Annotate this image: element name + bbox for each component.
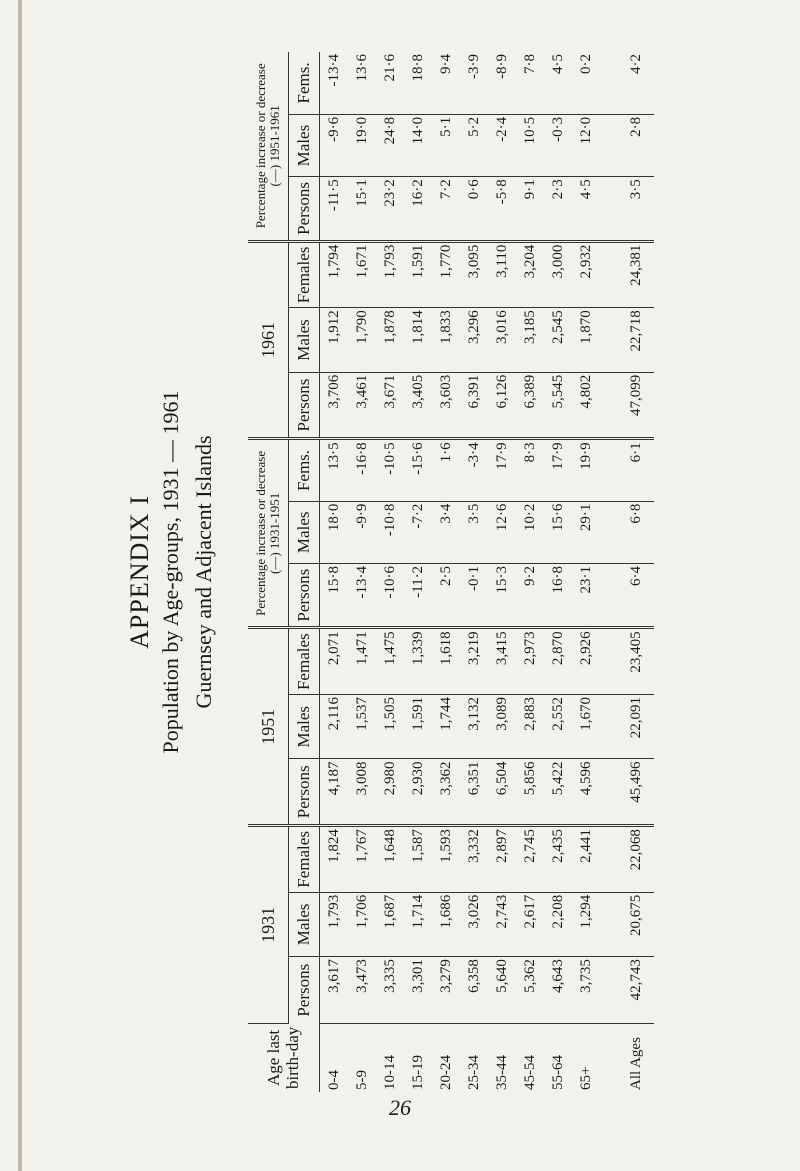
value-cell: 1,471 <box>348 628 376 695</box>
rotated-page <box>120 52 680 1092</box>
value-cell: -10·5 <box>376 439 404 501</box>
value-cell: 1,744 <box>432 695 460 759</box>
value-cell: 1,537 <box>348 695 376 759</box>
value-cell: 16·8 <box>544 563 572 627</box>
value-cell: 4,187 <box>320 759 349 826</box>
value-cell: 12·6 <box>488 501 516 563</box>
age-header: Age last birth-day <box>248 1023 320 1092</box>
value-cell: 2,071 <box>320 628 349 695</box>
value-cell: 3,110 <box>488 241 516 308</box>
value-cell: 4·5 <box>572 177 600 241</box>
value-cell: 9·1 <box>516 177 544 241</box>
value-cell: 19·9 <box>572 439 600 501</box>
value-cell: 29·1 <box>572 501 600 563</box>
value-cell: 2,745 <box>516 826 544 893</box>
value-cell: 8·3 <box>516 439 544 501</box>
value-cell: 3,089 <box>488 695 516 759</box>
value-cell: 42,743 <box>600 957 654 1024</box>
value-cell: 2,930 <box>404 759 432 826</box>
value-cell: 3,473 <box>348 957 376 1024</box>
value-cell: 13·6 <box>348 52 376 114</box>
value-cell: 9·2 <box>516 563 544 627</box>
value-cell: 10·5 <box>516 114 544 176</box>
value-cell: 3,296 <box>460 308 488 372</box>
persons-header: Persons <box>289 563 320 627</box>
value-cell: -8·9 <box>488 52 516 114</box>
value-cell: 3,204 <box>516 241 544 308</box>
value-cell: 2,980 <box>376 759 404 826</box>
value-cell: 1,475 <box>376 628 404 695</box>
value-cell: -10·8 <box>376 501 404 563</box>
value-cell: -3·4 <box>460 439 488 501</box>
value-cell: 2,870 <box>544 628 572 695</box>
value-cell: 2·3 <box>544 177 572 241</box>
value-cell: 3,185 <box>516 308 544 372</box>
value-cell: 6,391 <box>460 372 488 439</box>
value-cell: 5,362 <box>516 957 544 1024</box>
females-header: Females <box>289 628 320 695</box>
value-cell: 23,405 <box>600 628 654 695</box>
value-cell: 1,878 <box>376 308 404 372</box>
value-cell: 4,596 <box>572 759 600 826</box>
value-cell: 0·6 <box>460 177 488 241</box>
value-cell: 3,617 <box>320 957 349 1024</box>
value-cell: 1,618 <box>432 628 460 695</box>
value-cell: 3·5 <box>460 501 488 563</box>
value-cell: -3·9 <box>460 52 488 114</box>
value-cell: 3,095 <box>460 241 488 308</box>
males-header: Males <box>289 892 320 956</box>
age-group-cell: 35-44 <box>493 1055 510 1090</box>
value-cell: 12·0 <box>572 114 600 176</box>
header-row-sex <box>289 52 320 1092</box>
value-cell: 2·8 <box>600 114 654 176</box>
value-cell: 1,687 <box>376 892 404 956</box>
value-cell: 3,415 <box>488 628 516 695</box>
value-cell: 20,675 <box>600 892 654 956</box>
value-cell: 2,973 <box>516 628 544 695</box>
value-cell: 1,790 <box>348 308 376 372</box>
value-cell: -13·4 <box>320 52 349 114</box>
value-cell: 15·1 <box>348 177 376 241</box>
table-row <box>432 52 460 1092</box>
value-cell: 3,026 <box>460 892 488 956</box>
value-cell: 23·1 <box>572 563 600 627</box>
value-cell: 18·0 <box>320 501 349 563</box>
value-cell: 1,505 <box>376 695 404 759</box>
value-cell: 2,208 <box>544 892 572 956</box>
table-row <box>460 52 488 1092</box>
value-cell: -5·8 <box>488 177 516 241</box>
value-cell: 2,552 <box>544 695 572 759</box>
value-cell: 1,670 <box>572 695 600 759</box>
value-cell: 4,643 <box>544 957 572 1024</box>
value-cell: 3,405 <box>404 372 432 439</box>
pct-1951-1961-header: Percentage increase or decrease (—) 1951-1961 <box>248 52 289 241</box>
males-header: Males <box>289 114 320 176</box>
table-row <box>376 52 404 1092</box>
table-row <box>320 52 349 1092</box>
value-cell: 3,132 <box>460 695 488 759</box>
value-cell: 6,504 <box>488 759 516 826</box>
age-group-cell: 0-4 <box>325 1070 342 1090</box>
persons-header: Persons <box>289 177 320 241</box>
age-group-cell: All Ages <box>627 1037 644 1090</box>
place-subtitle: Guernsey and Adjacent Islands <box>191 435 216 709</box>
value-cell: 5·1 <box>432 114 460 176</box>
value-cell: 3,219 <box>460 628 488 695</box>
value-cell: 1,824 <box>320 826 349 893</box>
age-group-cell: 20-24 <box>437 1055 454 1090</box>
population-table <box>248 52 654 1092</box>
table-row <box>404 52 432 1092</box>
value-cell: 7·2 <box>432 177 460 241</box>
value-cell: -13·4 <box>348 563 376 627</box>
value-cell: 3,362 <box>432 759 460 826</box>
value-cell: 6·4 <box>600 563 654 627</box>
value-cell: -9·9 <box>348 501 376 563</box>
males-header: Males <box>289 501 320 563</box>
value-cell: 1,648 <box>376 826 404 893</box>
value-cell: -7·2 <box>404 501 432 563</box>
value-cell: 17·9 <box>544 439 572 501</box>
value-cell: -0·3 <box>544 114 572 176</box>
year-1961-header: 1961 <box>248 241 289 439</box>
value-cell: 5,545 <box>544 372 572 439</box>
value-cell: 3,000 <box>544 241 572 308</box>
value-cell: 3,335 <box>376 957 404 1024</box>
value-cell: 16·2 <box>404 177 432 241</box>
value-cell: 2,617 <box>516 892 544 956</box>
value-cell: -9·6 <box>320 114 349 176</box>
value-cell: -15·6 <box>404 439 432 501</box>
value-cell: 2,932 <box>572 241 600 308</box>
value-cell: 1,770 <box>432 241 460 308</box>
value-cell: 6·8 <box>600 501 654 563</box>
value-cell: 21·6 <box>376 52 404 114</box>
value-cell: 15·3 <box>488 563 516 627</box>
value-cell: 1,767 <box>348 826 376 893</box>
value-cell: 15·6 <box>544 501 572 563</box>
pct-1931-1951-header: Percentage increase or decrease (—) 1931-1951 <box>248 439 289 628</box>
age-group-cell: 55-64 <box>549 1055 566 1090</box>
value-cell: 6·1 <box>600 439 654 501</box>
value-cell: 1,793 <box>376 241 404 308</box>
table-row <box>572 52 600 1092</box>
value-cell: -11·2 <box>404 563 432 627</box>
value-cell: 2,116 <box>320 695 349 759</box>
fems-header: Fems. <box>289 439 320 501</box>
age-group-cell: 65+ <box>577 1066 594 1090</box>
value-cell: 3,706 <box>320 372 349 439</box>
value-cell: 47,099 <box>600 372 654 439</box>
value-cell: 1,793 <box>320 892 349 956</box>
value-cell: 3,301 <box>404 957 432 1024</box>
value-cell: 1,794 <box>320 241 349 308</box>
value-cell: 10·2 <box>516 501 544 563</box>
age-group-cell: 10-14 <box>381 1055 398 1090</box>
females-header: Females <box>289 826 320 893</box>
age-group-cell: 5-9 <box>353 1070 370 1090</box>
value-cell: 1,591 <box>404 241 432 308</box>
value-cell: 5,422 <box>544 759 572 826</box>
value-cell: 22,091 <box>600 695 654 759</box>
value-cell: 1,706 <box>348 892 376 956</box>
value-cell: 1,870 <box>572 308 600 372</box>
header-row-groups <box>248 52 289 1092</box>
age-group-cell: 15-19 <box>409 1055 426 1090</box>
table-row <box>600 52 654 1092</box>
value-cell: 1,912 <box>320 308 349 372</box>
value-cell: 5,640 <box>488 957 516 1024</box>
value-cell: 1,593 <box>432 826 460 893</box>
value-cell: 9·4 <box>432 52 460 114</box>
males-header: Males <box>289 308 320 372</box>
value-cell: 19·0 <box>348 114 376 176</box>
value-cell: 6,389 <box>516 372 544 439</box>
value-cell: 2,926 <box>572 628 600 695</box>
value-cell: 2,441 <box>572 826 600 893</box>
value-cell: 2,545 <box>544 308 572 372</box>
table-row <box>348 52 376 1092</box>
value-cell: 4·2 <box>600 52 654 114</box>
value-cell: 3,603 <box>432 372 460 439</box>
value-cell: 13·5 <box>320 439 349 501</box>
value-cell: 1·6 <box>432 439 460 501</box>
value-cell: 2,897 <box>488 826 516 893</box>
value-cell: 2,883 <box>516 695 544 759</box>
appendix-title: APPENDIX I <box>125 495 154 649</box>
value-cell: 3·5 <box>600 177 654 241</box>
value-cell: 1,686 <box>432 892 460 956</box>
value-cell: 3,332 <box>460 826 488 893</box>
value-cell: -10·6 <box>376 563 404 627</box>
value-cell: 3,279 <box>432 957 460 1024</box>
value-cell: 2·5 <box>432 563 460 627</box>
value-cell: 4·5 <box>544 52 572 114</box>
table-row <box>488 52 516 1092</box>
males-header: Males <box>289 695 320 759</box>
value-cell: 3,461 <box>348 372 376 439</box>
value-cell: 1,833 <box>432 308 460 372</box>
value-cell: 1,714 <box>404 892 432 956</box>
value-cell: 3,671 <box>376 372 404 439</box>
value-cell: 3,008 <box>348 759 376 826</box>
value-cell: 22,718 <box>600 308 654 372</box>
value-cell: 6,358 <box>460 957 488 1024</box>
value-cell: 1,339 <box>404 628 432 695</box>
value-cell: 4,802 <box>572 372 600 439</box>
females-header: Females <box>289 241 320 308</box>
value-cell: 0·2 <box>572 52 600 114</box>
value-cell: 2,743 <box>488 892 516 956</box>
table-row <box>544 52 572 1092</box>
table-body <box>320 52 655 1092</box>
persons-header: Persons <box>289 957 320 1024</box>
year-1951-header: 1951 <box>248 628 289 826</box>
value-cell: -2·4 <box>488 114 516 176</box>
value-cell: 3·4 <box>432 501 460 563</box>
value-cell: 22,068 <box>600 826 654 893</box>
value-cell: 45,496 <box>600 759 654 826</box>
value-cell: 17·9 <box>488 439 516 501</box>
page-edge <box>18 0 22 1171</box>
value-cell: 3,735 <box>572 957 600 1024</box>
table-subtitle: Population by Age-groups, 1931 — 1961 <box>157 390 183 754</box>
value-cell: 1,591 <box>404 695 432 759</box>
value-cell: 6,351 <box>460 759 488 826</box>
value-cell: -0·1 <box>460 563 488 627</box>
persons-header: Persons <box>289 372 320 439</box>
value-cell: 3,016 <box>488 308 516 372</box>
value-cell: -16·8 <box>348 439 376 501</box>
value-cell: 2,435 <box>544 826 572 893</box>
age-group-cell: 25-34 <box>465 1055 482 1090</box>
title-block <box>120 52 240 1092</box>
value-cell: 18·8 <box>404 52 432 114</box>
value-cell: 24,381 <box>600 241 654 308</box>
value-cell: 23·2 <box>376 177 404 241</box>
persons-header: Persons <box>289 759 320 826</box>
value-cell: 14·0 <box>404 114 432 176</box>
value-cell: 15·8 <box>320 563 349 627</box>
year-1931-header: 1931 <box>248 826 289 1024</box>
value-cell: 1,671 <box>348 241 376 308</box>
table-row <box>516 52 544 1092</box>
value-cell: 5,856 <box>516 759 544 826</box>
value-cell: 1,587 <box>404 826 432 893</box>
age-group-cell: 45-54 <box>521 1055 538 1090</box>
value-cell: 7·8 <box>516 52 544 114</box>
value-cell: 24·8 <box>376 114 404 176</box>
value-cell: 1,814 <box>404 308 432 372</box>
value-cell: 6,126 <box>488 372 516 439</box>
value-cell: 1,294 <box>572 892 600 956</box>
value-cell: -11·5 <box>320 177 349 241</box>
fems-header: Fems. <box>289 52 320 114</box>
page-number: 26 <box>389 1095 411 1120</box>
value-cell: 5·2 <box>460 114 488 176</box>
